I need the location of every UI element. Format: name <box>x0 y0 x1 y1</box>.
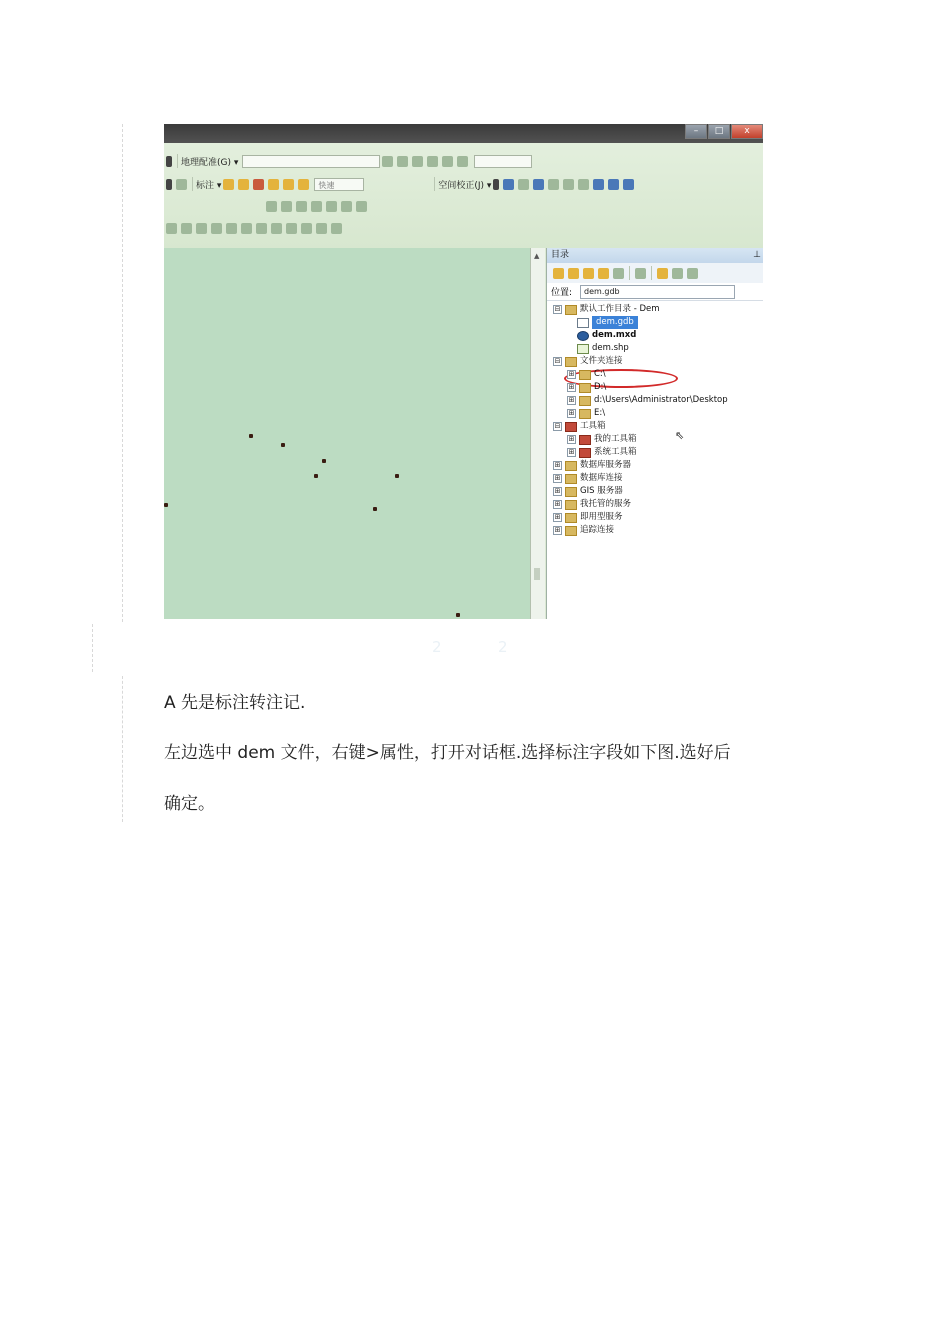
point-feature <box>314 474 318 478</box>
tree-item[interactable] <box>567 407 605 420</box>
tree-item[interactable] <box>553 303 660 316</box>
draw-toolbar <box>164 218 344 238</box>
shp-icon <box>577 344 589 354</box>
georef-tool-icon[interactable] <box>427 156 438 167</box>
draw-tool-icon[interactable] <box>226 223 237 234</box>
options-icon[interactable] <box>687 268 698 279</box>
db-icon <box>565 526 577 536</box>
db-icon <box>565 461 577 471</box>
view-unplaced-icon[interactable] <box>298 179 309 190</box>
layout-tool-icon[interactable] <box>326 201 337 212</box>
georeferencing-menu[interactable]: 地理配准(G) ▾ <box>181 157 239 168</box>
expand-icon[interactable]: ⊞ <box>554 513 561 521</box>
adjust-preview-icon[interactable] <box>623 179 634 190</box>
georef-value-field[interactable] <box>474 155 532 168</box>
labeling-menu[interactable]: 标注 ▾ <box>196 180 222 191</box>
table-icon[interactable] <box>548 179 559 190</box>
draw-tool-icon[interactable] <box>181 223 192 234</box>
tree-item-label: dem.gdb <box>592 316 638 329</box>
point-feature <box>456 613 460 617</box>
tree-item[interactable] <box>553 511 623 524</box>
tree-item-label: 默认工作目录 - Dem <box>580 304 660 314</box>
tree-item[interactable] <box>553 472 623 485</box>
layout-tool-icon[interactable] <box>266 201 277 212</box>
views-icon[interactable] <box>635 268 646 279</box>
tree-item-label: E:\ <box>594 408 606 418</box>
toolbar-handle-icon <box>166 179 172 190</box>
tree-item[interactable] <box>553 524 614 537</box>
layout-tool-icon[interactable] <box>356 201 367 212</box>
tree-item-label: d:\Users\Administrator\Desktop <box>594 395 728 405</box>
spatial-adjustment-menu[interactable]: 空间校正(J) ▾ <box>438 180 492 191</box>
db-icon <box>579 370 591 380</box>
draw-tool-icon[interactable] <box>256 223 267 234</box>
new-link-icon[interactable] <box>503 179 514 190</box>
arcmap-screenshot <box>164 124 763 619</box>
location-field[interactable]: dem.gdb <box>580 285 735 299</box>
mxd-icon <box>577 331 589 341</box>
draw-tool-icon[interactable] <box>196 223 207 234</box>
toolbar-separator <box>192 177 193 191</box>
draw-tool-icon[interactable] <box>331 223 342 234</box>
expand-icon[interactable]: ⊞ <box>554 526 561 534</box>
toolbar-handle-icon <box>166 156 172 167</box>
adjust-icon[interactable] <box>608 179 619 190</box>
tree-item[interactable] <box>553 420 606 433</box>
close-button[interactable]: x <box>731 124 763 139</box>
draw-tool-icon[interactable] <box>271 223 282 234</box>
paragraph-confirm: 确定。 <box>164 794 215 814</box>
expand-icon[interactable]: ⊞ <box>568 383 575 391</box>
tree-item-label: 数据库连接 <box>580 473 623 483</box>
watermark-url: jingyan.baidu.com <box>641 594 725 604</box>
pause-labeling-icon[interactable] <box>283 179 294 190</box>
draw-tool-icon[interactable] <box>286 223 297 234</box>
toolbar-separator <box>434 177 435 191</box>
tree-item-label: 我托管的服务 <box>580 499 632 509</box>
point-feature <box>373 507 377 511</box>
maximize-button[interactable]: □ <box>708 124 730 139</box>
tree-item-label: 文件夹连接 <box>580 356 623 366</box>
expand-icon[interactable]: ⊞ <box>568 435 575 443</box>
layout-tool-icon[interactable] <box>281 201 292 212</box>
forward-arrow-icon[interactable] <box>568 268 579 279</box>
toolbar-separator <box>651 266 652 280</box>
label-weight-icon[interactable] <box>253 179 264 190</box>
location-bar <box>547 283 763 301</box>
location-label: 位置: <box>551 288 573 298</box>
watermark-logo: Bai du 经验 <box>622 573 744 595</box>
tree-item-label: dem.mxd <box>592 330 637 340</box>
db-icon <box>565 305 577 315</box>
tree-item-label: C:\ <box>594 369 606 379</box>
db-icon <box>579 396 591 406</box>
margin-guide-line <box>122 676 123 822</box>
labeling-toolbar <box>164 174 636 194</box>
georef-tool-icon[interactable] <box>442 156 453 167</box>
expand-icon[interactable]: ⊞ <box>568 370 575 378</box>
link-table-icon[interactable] <box>593 179 604 190</box>
expand-icon[interactable]: ⊞ <box>554 487 561 495</box>
point-feature <box>249 434 253 438</box>
georeferencing-toolbar <box>164 151 532 171</box>
scroll-up-icon[interactable]: ▲ <box>534 252 540 260</box>
tree-item-label: 系统工具箱 <box>594 447 637 457</box>
catalog-header <box>547 248 763 263</box>
tree-item[interactable] <box>567 381 606 394</box>
select-arrow-icon[interactable] <box>493 179 499 190</box>
georef-tool-icon[interactable] <box>382 156 393 167</box>
lock-labels-icon[interactable] <box>268 179 279 190</box>
draw-tool-icon[interactable] <box>301 223 312 234</box>
label-priority-icon[interactable] <box>238 179 249 190</box>
tree-item[interactable] <box>567 433 637 446</box>
point-feature <box>322 459 326 463</box>
draw-tool-icon[interactable] <box>316 223 327 234</box>
tree-item[interactable] <box>577 329 636 342</box>
point-feature <box>395 474 399 478</box>
draw-tool-icon[interactable] <box>211 223 222 234</box>
margin-guide-line <box>122 124 123 622</box>
toolbar-area <box>164 143 763 248</box>
baidu-watermark <box>622 569 743 604</box>
db-icon <box>565 487 577 497</box>
db-icon <box>565 500 577 510</box>
label-manager-icon[interactable] <box>223 179 234 190</box>
georef-tool-icon[interactable] <box>457 156 468 167</box>
catalog-window <box>546 248 763 619</box>
expand-icon[interactable]: ⊞ <box>554 461 561 469</box>
minimize-button[interactable]: – <box>685 124 707 139</box>
expand-icon[interactable]: ⊞ <box>554 500 561 508</box>
tree-item[interactable] <box>567 394 728 407</box>
georef-tool-icon[interactable] <box>412 156 423 167</box>
draw-tool-icon[interactable] <box>241 223 252 234</box>
layout-tool-icon[interactable] <box>296 201 307 212</box>
tool-icon <box>565 422 577 432</box>
layout-tool-icon[interactable] <box>311 201 322 212</box>
catalog-title: 目录 <box>551 250 570 260</box>
db-icon <box>565 474 577 484</box>
margin-guide-line <box>92 624 93 672</box>
multi-link-icon[interactable] <box>533 179 544 190</box>
db-icon <box>579 383 591 393</box>
tree-item-label: dem.shp <box>592 343 629 353</box>
tree-item-label: 我的工具箱 <box>594 434 637 444</box>
layout-tool-icon[interactable] <box>341 201 352 212</box>
tree-item[interactable] <box>553 498 631 511</box>
toggle-tree-icon[interactable] <box>672 268 683 279</box>
tree-item[interactable] <box>577 342 629 355</box>
db-icon <box>579 409 591 419</box>
draw-tool-icon[interactable] <box>166 223 177 234</box>
expand-icon[interactable]: ⊞ <box>554 474 561 482</box>
paragraph-instructions: 左边选中 dem 文件，右键>属性，打开对话框.选择标注字段如下图.选好后 <box>164 743 731 763</box>
toolbar-separator <box>629 266 630 280</box>
mouse-cursor-icon: ⇖ <box>675 429 685 442</box>
gdb-icon <box>577 318 589 328</box>
tree-item[interactable] <box>577 316 638 329</box>
map-scrollbar[interactable] <box>530 248 545 619</box>
catalog-toolbar <box>547 263 763 283</box>
map-view[interactable] <box>164 248 530 619</box>
layout-toolbar <box>264 196 369 216</box>
collapse-icon[interactable]: ⊟ <box>554 422 561 430</box>
editor-icon[interactable] <box>176 179 187 190</box>
tree-item-label: 即用型服务 <box>580 512 623 522</box>
georef-layer-combo[interactable] <box>242 155 380 168</box>
tree-item[interactable] <box>567 368 606 381</box>
pin-icon[interactable]: ⊥ <box>753 250 761 260</box>
up-level-icon[interactable] <box>583 268 594 279</box>
tree-item-label: D:\ <box>594 382 607 392</box>
back-arrow-icon[interactable] <box>553 268 564 279</box>
table-icon[interactable] <box>563 179 574 190</box>
table-icon[interactable] <box>578 179 589 190</box>
tree-item[interactable] <box>553 355 623 368</box>
window-titlebar <box>164 124 763 143</box>
scrollbar-thumb[interactable] <box>534 568 540 580</box>
window-controls <box>684 124 763 138</box>
paragraph-step-a: A 先是标注转注记. <box>164 693 306 713</box>
db-icon <box>565 357 577 367</box>
modify-link-icon[interactable] <box>518 179 529 190</box>
point-feature <box>281 443 285 447</box>
tree-item-label: GIS 服务器 <box>580 486 623 496</box>
tool-icon <box>579 435 591 445</box>
faint-mark: 2 <box>498 638 508 656</box>
home-icon[interactable] <box>598 268 609 279</box>
point-feature <box>164 503 168 507</box>
expand-icon[interactable]: ⊞ <box>568 448 575 456</box>
collapse-icon[interactable]: ⊟ <box>554 357 561 365</box>
connect-folder-icon[interactable] <box>657 268 668 279</box>
georef-tool-icon[interactable] <box>397 156 408 167</box>
tool-icon <box>579 448 591 458</box>
expand-icon[interactable]: ⊞ <box>568 396 575 404</box>
faint-mark: 2 <box>432 638 442 656</box>
tree-item-label: 追踪连接 <box>580 525 615 535</box>
toolbar-separator <box>177 154 178 168</box>
tree-item-label: 工具箱 <box>580 421 606 431</box>
tree-item-label: 数据库服务器 <box>580 460 632 470</box>
label-speed-select[interactable]: 快速 <box>314 178 364 191</box>
expand-icon[interactable]: ⊞ <box>568 409 575 417</box>
collapse-icon[interactable]: ⊟ <box>554 305 561 313</box>
tree-item[interactable] <box>553 459 631 472</box>
refresh-icon[interactable] <box>613 268 624 279</box>
tree-item[interactable] <box>567 446 637 459</box>
db-icon <box>565 513 577 523</box>
tree-item[interactable] <box>553 485 623 498</box>
